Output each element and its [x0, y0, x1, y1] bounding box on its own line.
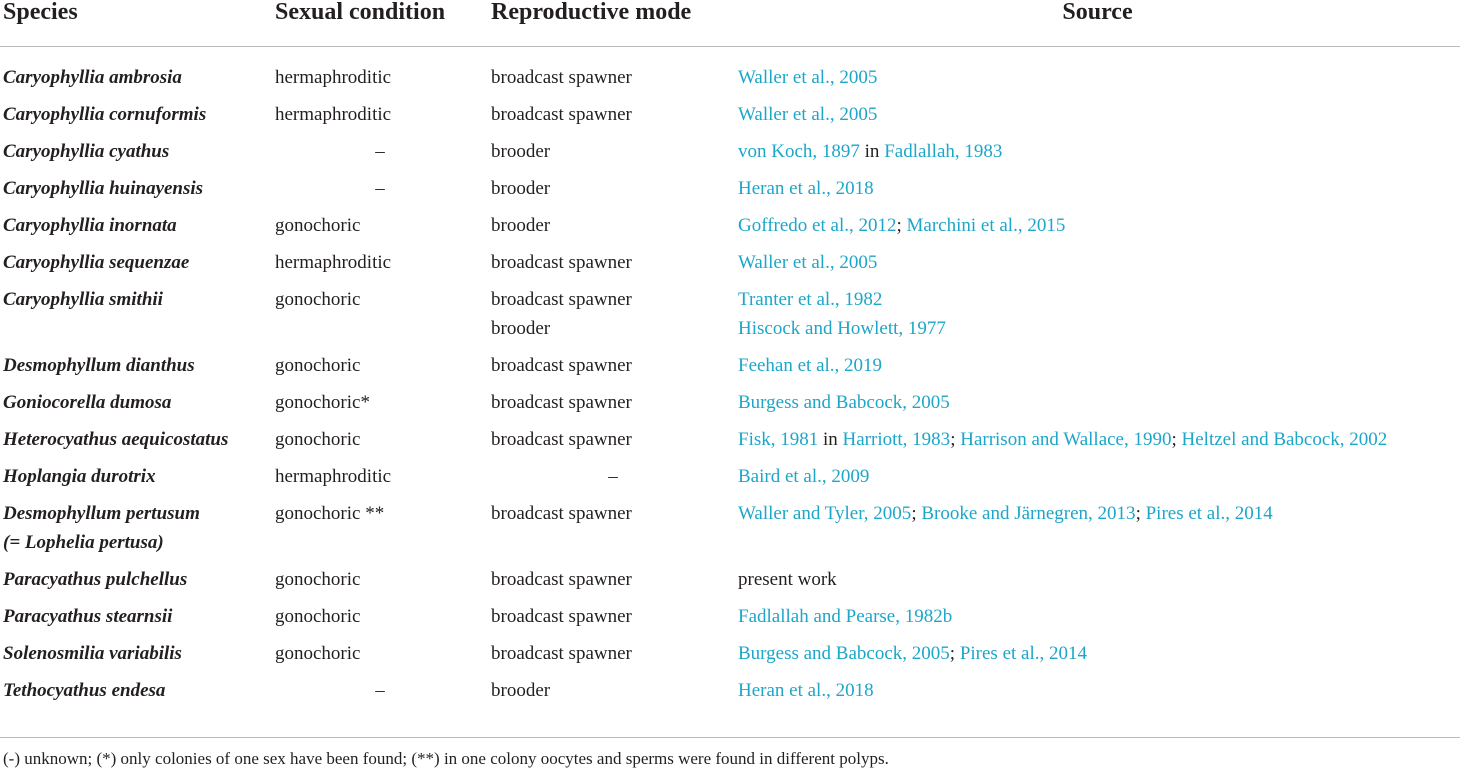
reproductive-mode: broadcast spawner [491, 391, 632, 413]
reproductive-mode-cell [488, 248, 735, 285]
source-cell [735, 639, 1460, 676]
reproductive-mode: broadcast spawner [491, 428, 632, 450]
source-line [738, 248, 1460, 277]
reproductive-mode-cell [488, 388, 735, 425]
citation-link[interactable]: Fadlallah, 1983 [884, 140, 1003, 162]
reproductive-mode: broadcast spawner [491, 67, 632, 88]
table-row [0, 174, 1460, 211]
source-text: ; [949, 642, 960, 664]
header-reproductive-mode: Reproductive mode [488, 0, 735, 47]
species-name: Caryophyllia huinayensis [3, 177, 204, 199]
citation-link[interactable]: Waller et al., 2005 [738, 103, 878, 125]
species-cell [0, 462, 272, 499]
source-cell [735, 100, 1460, 137]
species-name: Caryophyllia ambrosia [3, 67, 182, 88]
sexual-condition-cell: gonochoric ** [275, 502, 385, 524]
source-text: ; [911, 502, 922, 524]
citation-link[interactable]: Heran et al., 2018 [738, 177, 874, 199]
citation-link[interactable]: Goffredo et al., 2012 [738, 214, 897, 236]
reproductive-mode-cell [488, 425, 735, 462]
table-row [0, 248, 1460, 285]
source-line [738, 314, 1460, 343]
source-line [738, 351, 1460, 380]
sexual-condition-cell: gonochoric [275, 214, 361, 236]
table-row [0, 425, 1460, 462]
citation-link[interactable]: Waller et al., 2005 [738, 67, 878, 88]
source-cell [735, 425, 1460, 462]
species-cell [0, 388, 272, 425]
source-cell [735, 137, 1460, 174]
reproductive-mode-cell [488, 565, 735, 602]
table-header-row [0, 0, 1460, 47]
source-text: in [859, 140, 885, 162]
reproductive-mode: broadcast spawner [491, 568, 632, 590]
sexual-condition-cell: gonochoric [275, 642, 361, 664]
source-line [738, 676, 1460, 705]
source-line [738, 425, 1460, 454]
species-cell [0, 137, 272, 174]
citation-link[interactable]: Hiscock and Howlett, 1977 [738, 317, 946, 339]
species-name: Paracyathus stearnsii [3, 605, 173, 627]
reproductive-mode-cell [488, 351, 735, 388]
species-name: Solenosmilia variabilis [3, 642, 182, 664]
source-line [738, 565, 1460, 594]
reproductive-mode-cell [488, 285, 735, 351]
reproductive-mode-cell [488, 174, 735, 211]
table-row [0, 602, 1460, 639]
species-name: Caryophyllia sequenzae [3, 251, 190, 273]
sexual-condition-cell: – [375, 177, 385, 199]
source-cell [735, 248, 1460, 285]
source-cell [735, 499, 1460, 565]
species-cell [0, 100, 272, 137]
citation-link[interactable]: Tranter et al., 1982 [738, 288, 883, 310]
reproductive-mode-cell [488, 499, 735, 565]
sexual-condition-cell: gonochoric [275, 354, 361, 376]
sexual-condition-cell: hermaphroditic [275, 251, 392, 273]
table-row [0, 565, 1460, 602]
source-line [738, 499, 1460, 528]
source-cell [735, 388, 1460, 425]
header-sexual-condition: Sexual condition [272, 0, 488, 47]
species-name: Paracyathus pulchellus [3, 568, 188, 590]
species-name: Hoplangia durotrix [3, 465, 156, 487]
source-line [738, 285, 1460, 314]
table-row [0, 388, 1460, 425]
table-row [0, 676, 1460, 716]
table-body [0, 47, 1460, 716]
reproductive-mode-cell [488, 100, 735, 137]
source-line [738, 211, 1460, 240]
reproductive-mode: brooder [491, 140, 551, 162]
citation-link[interactable]: Heltzel and Babcock, 2002 [1181, 428, 1388, 450]
species-name: Tethocyathus endesa [3, 679, 166, 701]
species-cell [0, 565, 272, 602]
reproductive-mode: – [608, 465, 618, 487]
reproductive-mode-cell [488, 639, 735, 676]
reproductive-mode: brooder [491, 679, 551, 701]
citation-link[interactable]: Burgess and Babcock, 2005 [738, 642, 950, 664]
reproductive-mode-cell [488, 211, 735, 248]
table-row [0, 211, 1460, 248]
sexual-condition-cell: hermaphroditic [275, 67, 392, 88]
species-name: Caryophyllia cornuformis [3, 103, 207, 125]
source-line [738, 137, 1460, 166]
header-species: Species [0, 0, 272, 47]
table-row [0, 285, 1460, 351]
table-row [0, 100, 1460, 137]
citation-link[interactable]: Harriott, 1983 [842, 428, 951, 450]
table-row [0, 47, 1460, 100]
source-cell [735, 351, 1460, 388]
source-line [738, 174, 1460, 203]
species-cell [0, 499, 272, 565]
citation-link[interactable]: Feehan et al., 2019 [738, 354, 883, 376]
source-line [738, 100, 1460, 129]
source-text: present work [738, 568, 837, 590]
citation-link[interactable]: Baird et al., 2009 [738, 465, 870, 487]
species-name: Caryophyllia smithii [3, 288, 163, 310]
citation-link[interactable]: Waller et al., 2005 [738, 251, 878, 273]
citation-link[interactable]: Marchini et al., 2015 [906, 214, 1066, 236]
source-line [738, 63, 1460, 92]
species-cell [0, 174, 272, 211]
table-footnote: (-) unknown; (*) only colonies of one sex have been found; (**) in one colony oocytes and sperms were found in different polyps. [3, 749, 889, 768]
reproductive-mode: broadcast spawner [491, 642, 632, 664]
sexual-condition-cell: hermaphroditic [275, 465, 392, 487]
citation-link[interactable]: Burgess and Babcock, 2005 [738, 391, 950, 413]
reproductive-mode: broadcast spawner [491, 354, 632, 376]
citation-link[interactable]: Pires et al., 2014 [1145, 502, 1273, 524]
source-line [738, 462, 1460, 491]
source-text: ; [896, 214, 907, 236]
source-line [738, 639, 1460, 668]
table-row [0, 499, 1460, 565]
table-bottom-rule [0, 737, 1460, 738]
reproductive-mode-cell [488, 462, 735, 499]
source-cell [735, 174, 1460, 211]
species-name: Desmophyllum pertusum [3, 502, 200, 524]
citation-link[interactable]: Heran et al., 2018 [738, 679, 874, 701]
source-text: ; [1171, 428, 1182, 450]
reproductive-mode-cell [488, 137, 735, 174]
species-cell [0, 639, 272, 676]
table-row [0, 137, 1460, 174]
reproductive-mode: broadcast spawner [491, 605, 632, 627]
reproductive-mode: broadcast spawner [491, 251, 632, 273]
species-name: Goniocorella dumosa [3, 391, 172, 413]
species-name: Heterocyathus aequicostatus [3, 428, 229, 450]
source-cell [735, 285, 1460, 351]
source-cell [735, 676, 1460, 716]
citation-link[interactable]: Fadlallah and Pearse, 1982b [738, 605, 953, 627]
citation-link[interactable]: Brooke and Järnegren, 2013 [921, 502, 1136, 524]
species-cell [0, 351, 272, 388]
sexual-condition-cell: hermaphroditic [275, 103, 392, 125]
table-row [0, 639, 1460, 676]
source-text: ; [1135, 502, 1146, 524]
table-row [0, 351, 1460, 388]
source-cell [735, 211, 1460, 248]
species-cell [0, 676, 272, 716]
species-name: Desmophyllum dianthus [3, 354, 195, 376]
header-source: Source [735, 0, 1460, 47]
species-name: Caryophyllia inornata [3, 214, 177, 236]
reproductive-mode: broadcast spawner [491, 103, 632, 125]
sexual-condition-cell: gonochoric [275, 605, 361, 627]
species-name: Caryophyllia cyathus [3, 140, 170, 162]
citation-link[interactable]: von Koch, 1897 [738, 140, 860, 162]
sexual-condition-cell: gonochoric [275, 288, 361, 310]
species-synonym: (= Lophelia pertusa) [3, 531, 164, 553]
species-cell [0, 425, 272, 462]
citation-link[interactable]: Harrison and Wallace, 1990 [960, 428, 1172, 450]
sexual-condition-cell: gonochoric* [275, 391, 370, 413]
sexual-condition-cell: – [375, 679, 385, 701]
species-cell [0, 248, 272, 285]
source-line [738, 388, 1460, 417]
reproductive-mode: broadcast spawner [491, 502, 632, 524]
reproductive-mode-alt: brooder [491, 317, 551, 339]
reproductive-mode-cell [488, 47, 735, 100]
species-cell [0, 285, 272, 351]
citation-link[interactable]: Pires et al., 2014 [959, 642, 1088, 664]
species-cell [0, 47, 272, 100]
reproductive-mode: broadcast spawner [491, 288, 632, 310]
source-line [738, 602, 1460, 631]
species-cell [0, 602, 272, 639]
reproductive-mode-cell [488, 676, 735, 716]
source-text: in [818, 428, 843, 450]
reproductive-mode: brooder [491, 214, 551, 236]
source-text: ; [950, 428, 961, 450]
source-cell [735, 462, 1460, 499]
sexual-condition-cell: – [375, 140, 385, 162]
sexual-condition-cell: gonochoric [275, 568, 361, 590]
source-cell [735, 565, 1460, 602]
table-row [0, 462, 1460, 499]
citation-link[interactable]: Waller and Tyler, 2005 [738, 502, 912, 524]
sexual-condition-cell: gonochoric [275, 428, 361, 450]
citation-link[interactable]: Fisk, 1981 [738, 428, 819, 450]
source-cell [735, 602, 1460, 639]
reproductive-mode: brooder [491, 177, 551, 199]
reproductive-mode-cell [488, 602, 735, 639]
source-cell [735, 47, 1460, 100]
species-cell [0, 211, 272, 248]
